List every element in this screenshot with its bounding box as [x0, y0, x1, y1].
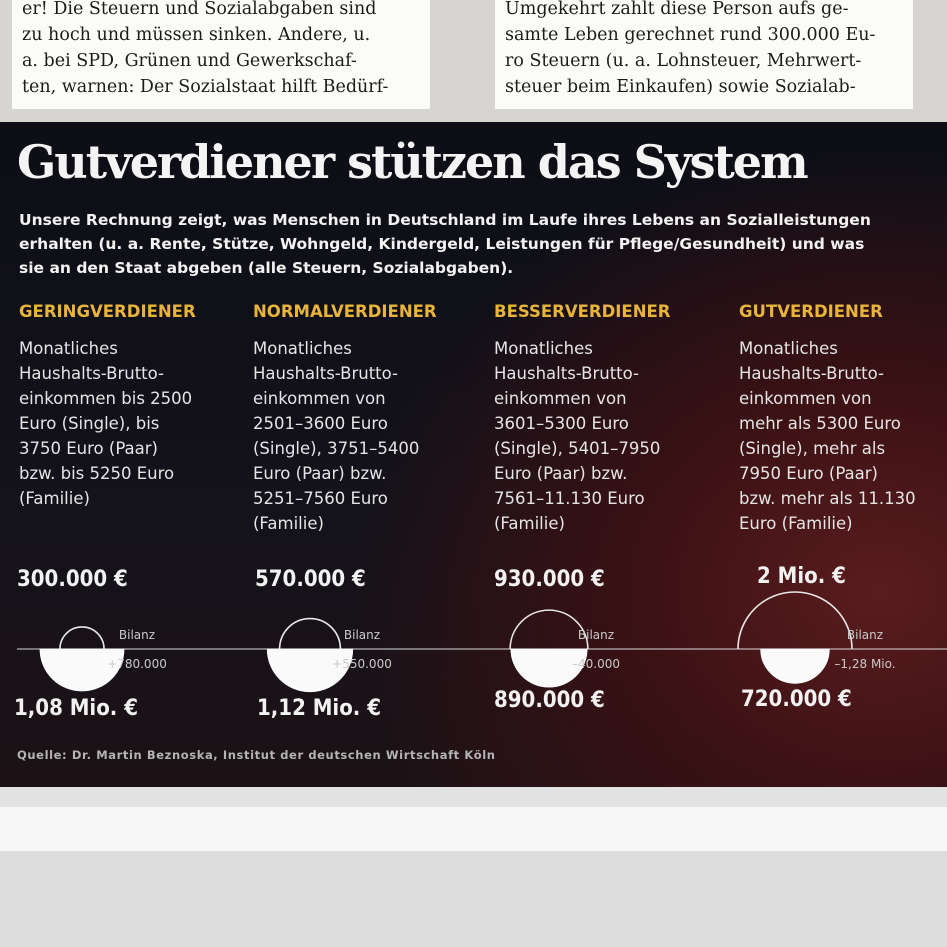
description-line: 3601–5300 Euro — [494, 414, 629, 433]
description-line: 3750 Euro (Paar) — [19, 439, 158, 458]
description-line: Monatliches — [494, 339, 593, 358]
description-line: Monatliches — [253, 339, 352, 358]
description-line: Euro (Paar) bzw. — [253, 464, 387, 483]
paid-value-label: 300.000 € — [17, 567, 128, 592]
article-column-left — [12, 0, 430, 109]
paid-semicircle — [738, 592, 852, 649]
semicircle-chart — [0, 122, 947, 787]
description-line: (Single), 3751–5400 — [253, 439, 420, 458]
description-line: (Single), mehr als — [739, 439, 886, 458]
paid-semicircle — [510, 610, 588, 649]
received-value-label: 720.000 € — [741, 687, 852, 712]
balance-label: Bilanz — [846, 628, 884, 642]
description-line: einkommen bis 2500 — [19, 389, 193, 408]
intro-line: Unsere Rechnung zeigt, was Menschen in Deutschland im Laufe ihres Lebens an Sozialleistungen — [19, 211, 871, 229]
article-column-right — [495, 0, 913, 109]
description-line: 2501–3600 Euro — [253, 414, 388, 433]
description-line: mehr als 5300 Euro — [739, 414, 901, 433]
paid-value-label: 930.000 € — [494, 567, 605, 592]
article-line: steuer beim Einkaufen) sowie Sozialab- — [505, 77, 856, 97]
intro-line: sie an den Staat abgeben (alle Steuern, Sozialabgaben). — [19, 259, 514, 277]
received-semicircle — [761, 649, 829, 683]
description-line: 5251–7560 Euro — [253, 489, 388, 508]
newspaper-text-area — [0, 0, 947, 122]
category-label-gutverdiener: GUTVERDIENER — [739, 302, 883, 321]
article-line: ten, warnen: Der Sozialstaat hilft Bedürf- — [22, 77, 389, 97]
description-line: 7561–11.130 Euro — [494, 489, 645, 508]
page-blank-area — [0, 807, 947, 851]
article-line: er! Die Steuern und Sozialabgaben sind — [22, 0, 377, 19]
received-value-label: 890.000 € — [494, 688, 605, 713]
description-line: einkommen von — [494, 389, 627, 408]
background-area — [0, 851, 947, 947]
infographic-headline: Gutverdiener stützen das System — [17, 135, 807, 189]
balance-label: Bilanz — [118, 628, 156, 642]
description-line: Haushalts-Brutto- — [19, 364, 165, 383]
description-line: einkommen von — [253, 389, 386, 408]
paid-semicircle — [280, 619, 341, 649]
balance-label: Bilanz — [343, 628, 381, 642]
paid-value-label: 2 Mio. € — [757, 564, 846, 589]
description-line: Euro (Paar) bzw. — [494, 464, 628, 483]
received-value-label: 1,12 Mio. € — [257, 696, 381, 721]
description-line: 7950 Euro (Paar) — [739, 464, 878, 483]
article-paragraph-right — [505, 0, 903, 100]
article-line: Umgekehrt zahlt diese Person aufs ge- — [505, 0, 849, 19]
category-label-normalverdiener: NORMALVERDIENER — [253, 302, 437, 321]
description-line: Euro (Familie) — [739, 514, 853, 533]
category-label-geringverdiener: GERINGVERDIENER — [19, 302, 196, 321]
balance-value: +780.000 — [107, 657, 167, 671]
description-line: (Familie) — [494, 514, 565, 533]
intro-line: erhalten (u. a. Rente, Stütze, Wohngeld, Kindergeld, Leistungen für Pflege/Gesundheit) und was — [19, 235, 865, 253]
page-edge-strip — [0, 787, 947, 807]
description-line: (Familie) — [253, 514, 324, 533]
description-line: (Familie) — [19, 489, 90, 508]
description-line: Monatliches — [19, 339, 118, 358]
description-line: bzw. bis 5250 Euro — [19, 464, 175, 483]
description-line: Euro (Single), bis — [19, 414, 160, 433]
description-line: einkommen von — [739, 389, 872, 408]
description-line: bzw. mehr als 11.130 — [739, 489, 916, 508]
balance-label: Bilanz — [577, 628, 615, 642]
category-label-besserverdiener: BESSERVERDIENER — [494, 302, 671, 321]
article-paragraph-left — [22, 0, 420, 100]
paid-value-label: 570.000 € — [255, 567, 366, 592]
balance-value: +550.000 — [332, 657, 392, 671]
description-line: Haushalts-Brutto- — [739, 364, 885, 383]
description-line: Haushalts-Brutto- — [494, 364, 640, 383]
description-line: Haushalts-Brutto- — [253, 364, 399, 383]
source-note: Quelle: Dr. Martin Beznoska, Institut der deutschen Wirtschaft Köln — [17, 748, 496, 762]
balance-value: –40.000 — [572, 657, 620, 671]
article-line: samte Leben gerechnet rund 300.000 Eu- — [505, 25, 876, 45]
description-line: (Single), 5401–7950 — [494, 439, 661, 458]
infographic-panel — [0, 122, 947, 787]
paid-semicircle — [60, 627, 104, 649]
article-line: zu hoch und müssen sinken. Andere, u. — [22, 25, 371, 45]
received-value-label: 1,08 Mio. € — [14, 696, 138, 721]
article-line: a. bei SPD, Grünen und Gewerkschaf- — [22, 51, 357, 71]
article-line: ro Steuern (u. a. Lohnsteuer, Mehrwert- — [505, 51, 862, 71]
balance-value: –1,28 Mio. — [834, 657, 896, 671]
description-line: Monatliches — [739, 339, 838, 358]
